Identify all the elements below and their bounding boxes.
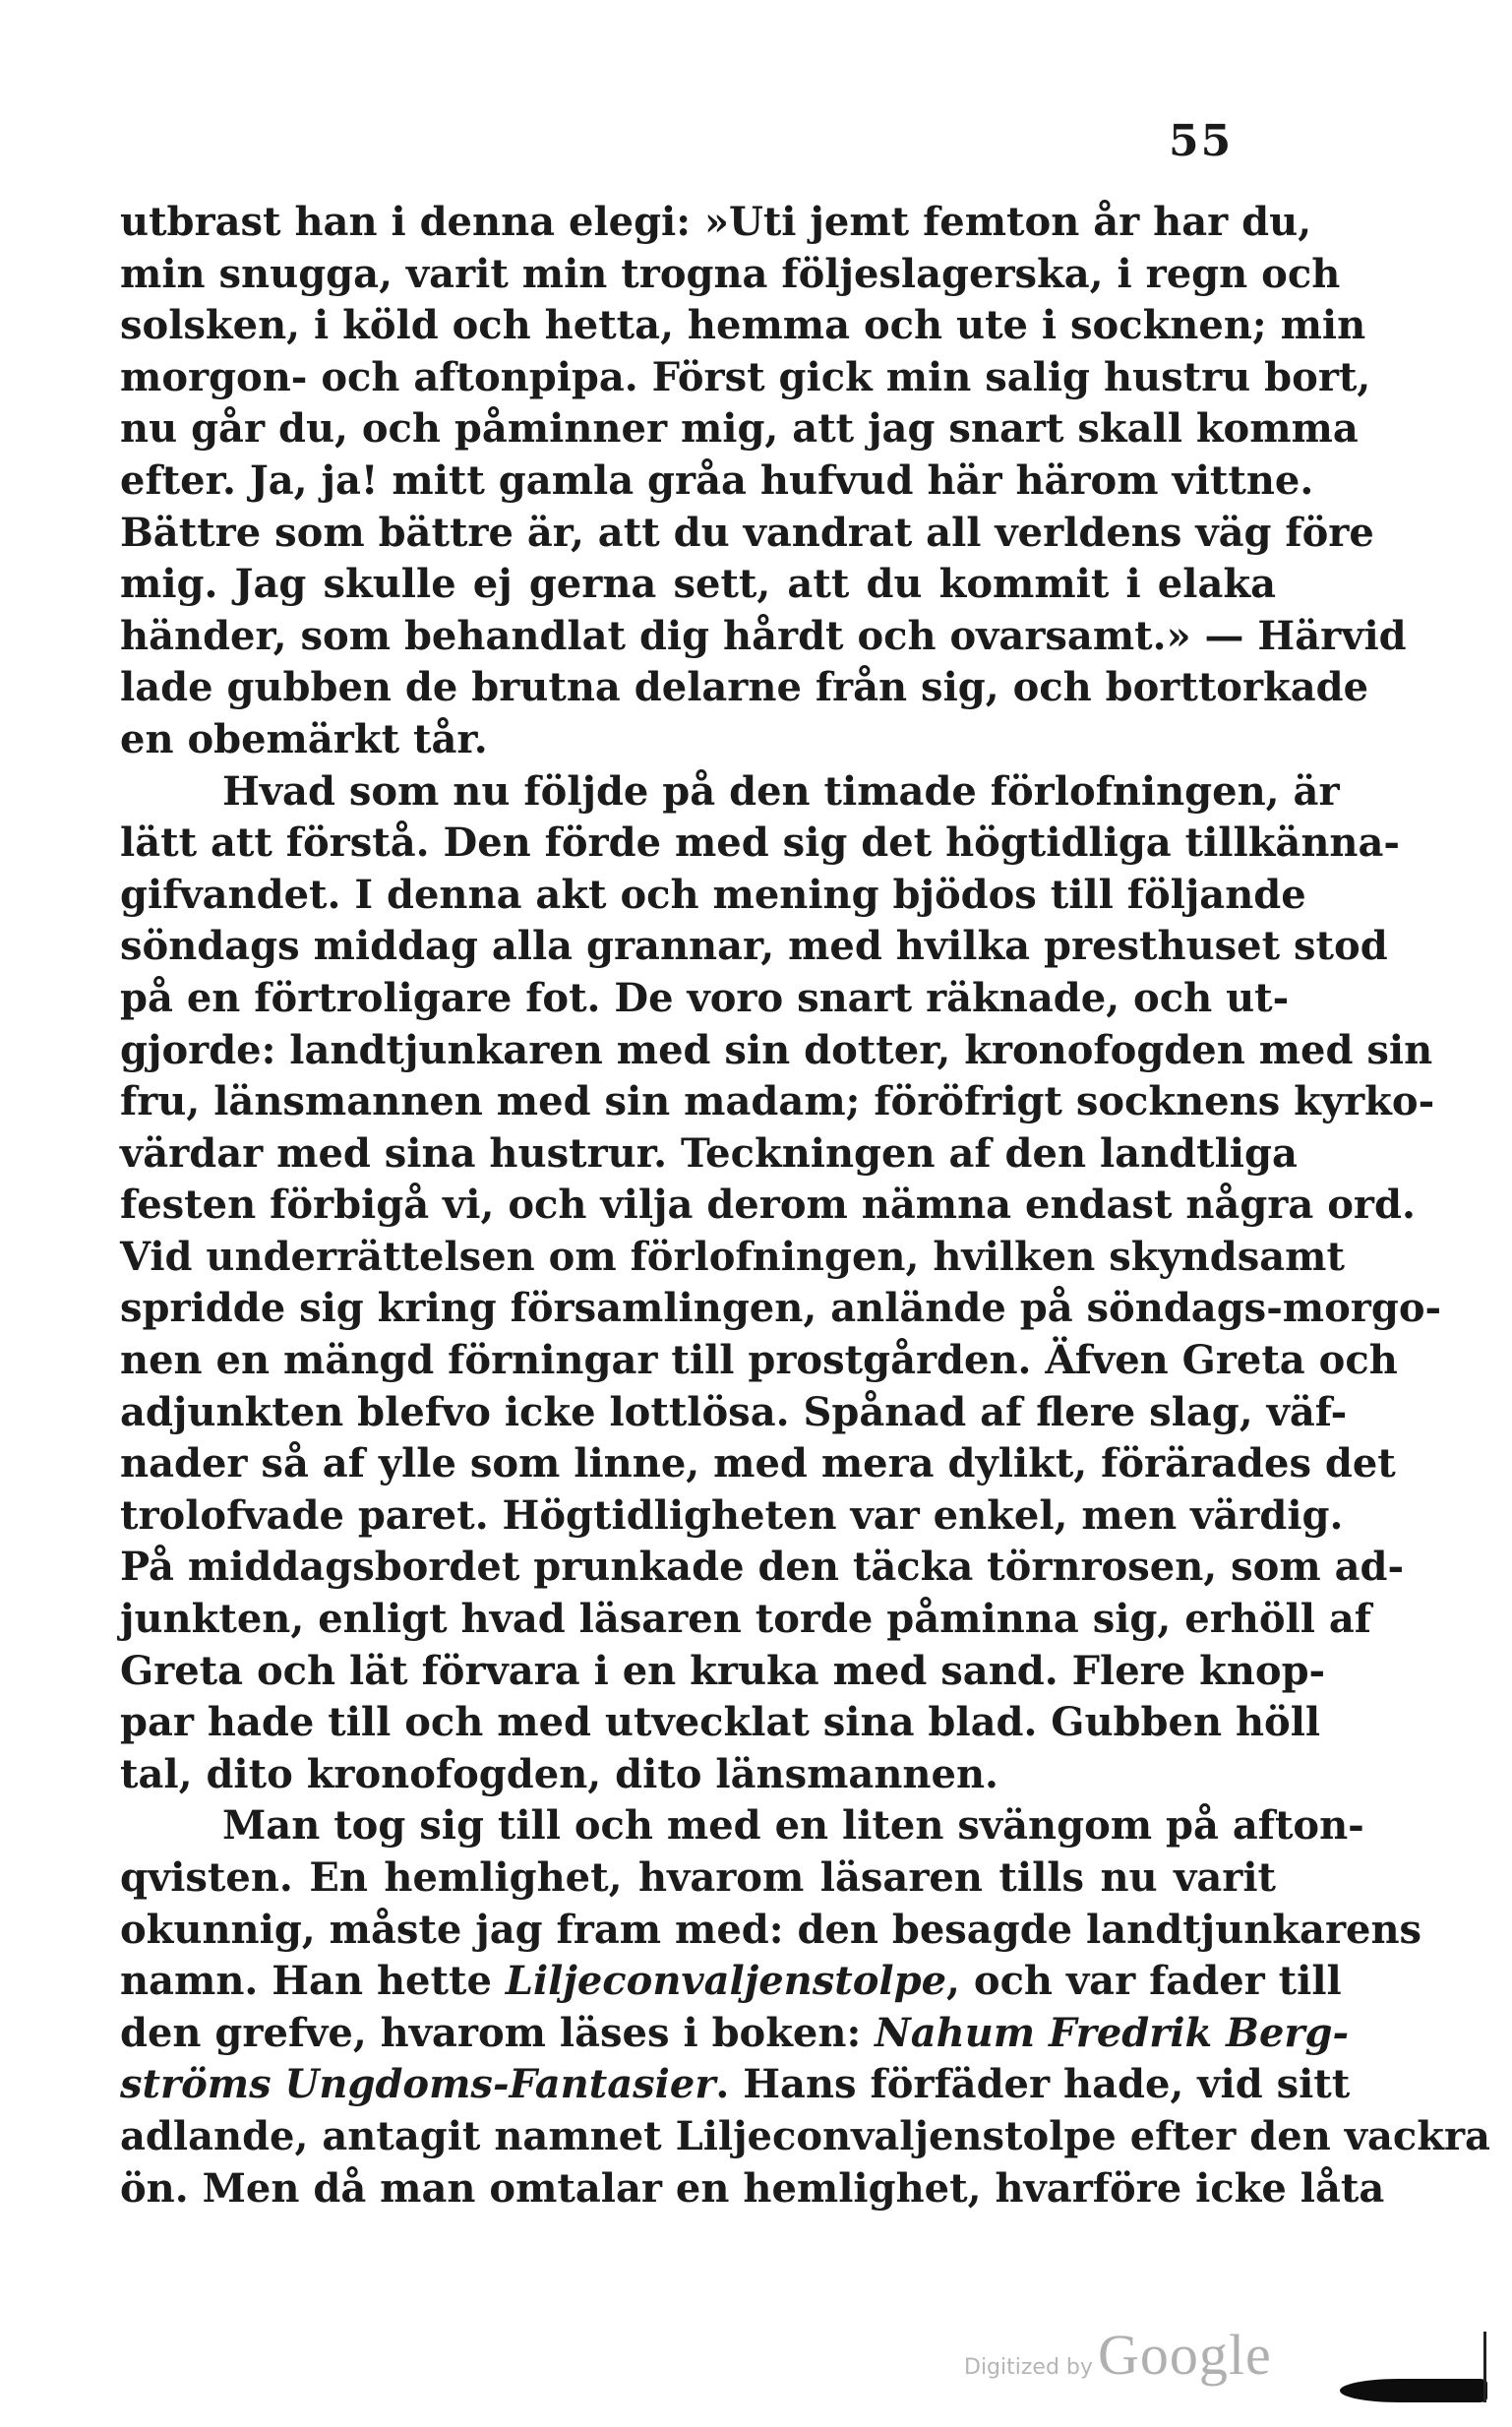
text-line: lade gubben de brutna delarne från sig, och borttorkade — [120, 664, 1369, 711]
text-line — [120, 1956, 1342, 2008]
text-run: . Hans förfäder hade, vid sitt — [715, 2061, 1351, 2108]
text-line: nader så af ylle som linne, med mera dylikt, förärades det — [120, 1440, 1396, 1487]
text-line: nen en mängd förningar till prostgården. Äfven Greta och — [120, 1337, 1398, 1384]
text-line: på en förtroligare fot. De voro snart räknade, och ut- — [120, 974, 1290, 1021]
paragraph-start-line: Hvad som nu följde på den timade förlofningen, är — [222, 767, 1340, 815]
text-line: min snugga, varit min trogna följeslagerska, i regn och — [120, 250, 1341, 297]
text-line: mig. Jag skulle ej gerna sett, att du kommit i elaka — [120, 561, 1276, 608]
text-line: efter. Ja, ja! mitt gamla gråa hufvud här härom vittne. — [120, 456, 1314, 504]
text-run: namn. Han hette — [120, 1958, 506, 2005]
text-line: okunnig, måste jag fram med: den besagde landtjunkarens — [120, 1906, 1422, 1953]
text-line: spridde sig kring församlingen, anlände på söndags-morgo- — [120, 1285, 1442, 1332]
text-run: , och var fader till — [946, 1958, 1342, 2005]
text-run: den grefve, hvarom läses i boken: — [120, 2009, 876, 2056]
text-line: adlande, antagit namnet Liljeconvaljenstolpe efter den vackra — [120, 2112, 1490, 2159]
italic-book-title: ströms Ungdoms-Fantasier — [120, 2061, 716, 2108]
body-text — [120, 197, 1490, 2215]
text-line: utbrast han i denna elegi: »Uti jemt femton år har du, — [120, 199, 1312, 245]
italic-book-title: Nahum Fredrik Berg- — [875, 2009, 1350, 2056]
text-line: söndags middag alla grannar, med hvilka presthuset stod — [120, 923, 1388, 970]
text-line: nu går du, och påminner mig, att jag snart skall komma — [120, 405, 1359, 453]
text-line: junkten, enligt hvad läsaren torde påminna sig, erhöll af — [120, 1596, 1371, 1643]
text-line: gjorde: landtjunkaren med sin dotter, kronofogden med sin — [120, 1026, 1433, 1073]
text-line: värdar med sina hustrur. Teckningen af den landtliga — [120, 1129, 1298, 1177]
text-line: tal, dito kronofogden, dito länsmannen. — [120, 1750, 998, 1797]
text-line: solsken, i köld och hetta, hemma och ute i socknen; min — [120, 302, 1366, 349]
text-line: Vid underrättelsen om förlofningen, hvilken skyndsamt — [120, 1233, 1345, 1280]
page-number: 55 — [1169, 116, 1234, 166]
watermark-prefix: Digitized by — [964, 2355, 1093, 2380]
text-line: festen förbigå vi, och vilja derom nämna endast några ord. — [120, 1182, 1416, 1229]
text-line: lätt att förstå. Den förde med sig det högtidliga tillkänna- — [120, 819, 1401, 867]
paragraph-start-line: Man tog sig till och med en liten svängom på afton- — [222, 1802, 1364, 1850]
text-line: fru, länsmannen med sin madam; föröfrigt socknens kyrko- — [120, 1078, 1435, 1125]
text-line: På middagsbordet prunkade den täcka törnrosen, som ad- — [120, 1544, 1405, 1591]
text-line: par hade till och med utvecklat sina blad. Gubben höll — [120, 1699, 1321, 1746]
italic-name: Liljeconvaljenstolpe — [505, 1958, 947, 2005]
ink-blot — [1340, 2379, 1487, 2402]
digitized-watermark — [964, 2322, 1272, 2388]
text-line: en obemärkt tår. — [120, 715, 488, 762]
text-line: qvisten. En hemlighet, hvarom läsaren tills nu varit — [120, 1854, 1276, 1901]
text-line: trolofvade paret. Högtidligheten var enkel, men värdig. — [120, 1491, 1344, 1539]
page-edge-mark — [1483, 2332, 1486, 2402]
text-line: ön. Men då man omtalar en hemlighet, hvarföre icke låta — [120, 2164, 1385, 2212]
google-logo: Google — [1098, 2323, 1272, 2387]
text-line: Bättre som bättre är, att du vandrat all verldens väg före — [120, 509, 1374, 556]
text-line — [120, 2059, 1351, 2111]
text-line: händer, som behandlat dig hårdt och ovarsamt.» — Härvid — [120, 612, 1407, 659]
text-line — [120, 2008, 1350, 2060]
text-line: adjunkten blefvo icke lottlösa. Spånad af flere slag, väf- — [120, 1388, 1348, 1435]
text-line: morgon- och aftonpipa. Först gick min salig hustru bort, — [120, 353, 1371, 400]
text-line: Greta och lät förvara i en kruka med sand. Flere knop- — [120, 1647, 1326, 1694]
text-line: gifvandet. I denna akt och mening bjödos till följande — [120, 871, 1306, 918]
